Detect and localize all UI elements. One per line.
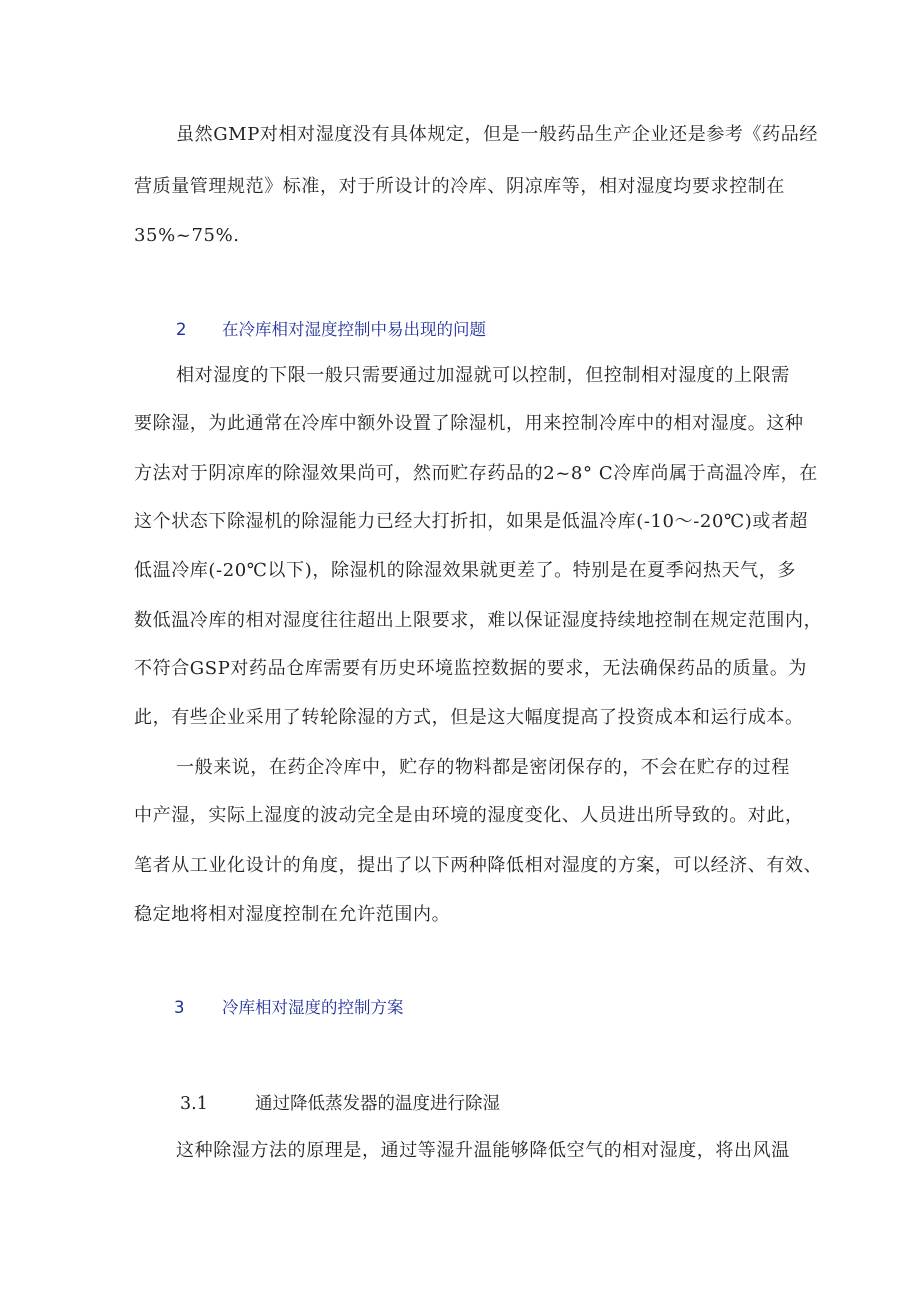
paragraph-line: 这个状态下除湿机的除湿能力已经大打折扣，如果是低温冷库(-10～-20℃)或者超 [134,511,809,532]
paragraph-line: 数低温冷库的相对湿度往往超出上限要求，难以保证湿度持续地控制在规定范围内， [134,610,823,631]
paragraph-line: 不符合GSP对药品仓库需要有历史环境监控数据的要求，无法确保药品的质量。为 [134,658,808,679]
paragraph-line: 要除湿，为此通常在冷库中额外设置了除湿机，用来控制冷库中的相对湿度。这种 [134,413,804,434]
section-title: 冷库相对湿度的控制方案 [222,998,404,1017]
paragraph-line: 稳定地将相对湿度控制在允许范围内。 [134,904,451,925]
paragraph-line: 笔者从工业化设计的角度，提出了以下两种降低相对湿度的方案，可以经济、有效、 [134,855,823,876]
paragraph-line: 相对湿度的下限一般只需要通过加湿就可以控制，但控制相对湿度的上限需 [176,365,790,386]
paragraph-line: 这种除湿方法的原理是，通过等湿升温能够降低空气的相对湿度，将出风温 [176,1140,790,1161]
section-number: 3 [174,998,185,1017]
paragraph-line: 营质量管理规范》标准，对于所设计的冷库、阴凉库等，相对湿度均要求控制在 [134,176,785,197]
subsection-title: 通过降低蒸发器的温度进行除湿 [255,1094,500,1114]
paragraph-line: 一般来说，在药企冷库中，贮存的物料都是密闭保存的，不会在贮存的过程 [176,757,790,778]
paragraph-line: 中产湿，实际上湿度的波动完全是由环境的湿度变化、人员进出所导致的。对此， [134,805,804,826]
section-title: 在冷库相对湿度控制中易出现的问题 [222,320,486,339]
paragraph-line: 低温冷库(-20℃以下)，除湿机的除湿效果就更差了。特别是在夏季闷热天气，多 [134,560,796,581]
section-number: 2 [176,320,187,339]
paragraph-line: 此，有些企业采用了转轮除湿的方式，但是这大幅度提高了投资成本和运行成本。 [134,707,804,728]
subsection-number: 3.1 [180,1094,208,1114]
paragraph-line: 35%~75%. [134,225,240,246]
paragraph-line: 虽然GMP对相对湿度没有具体规定，但是一般药品生产企业还是参考《药品经 [176,124,818,145]
paragraph-line: 方法对于阴凉库的除湿效果尚可，然而贮存药品的2~8° C冷库尚属于高温冷库，在 [134,463,818,484]
